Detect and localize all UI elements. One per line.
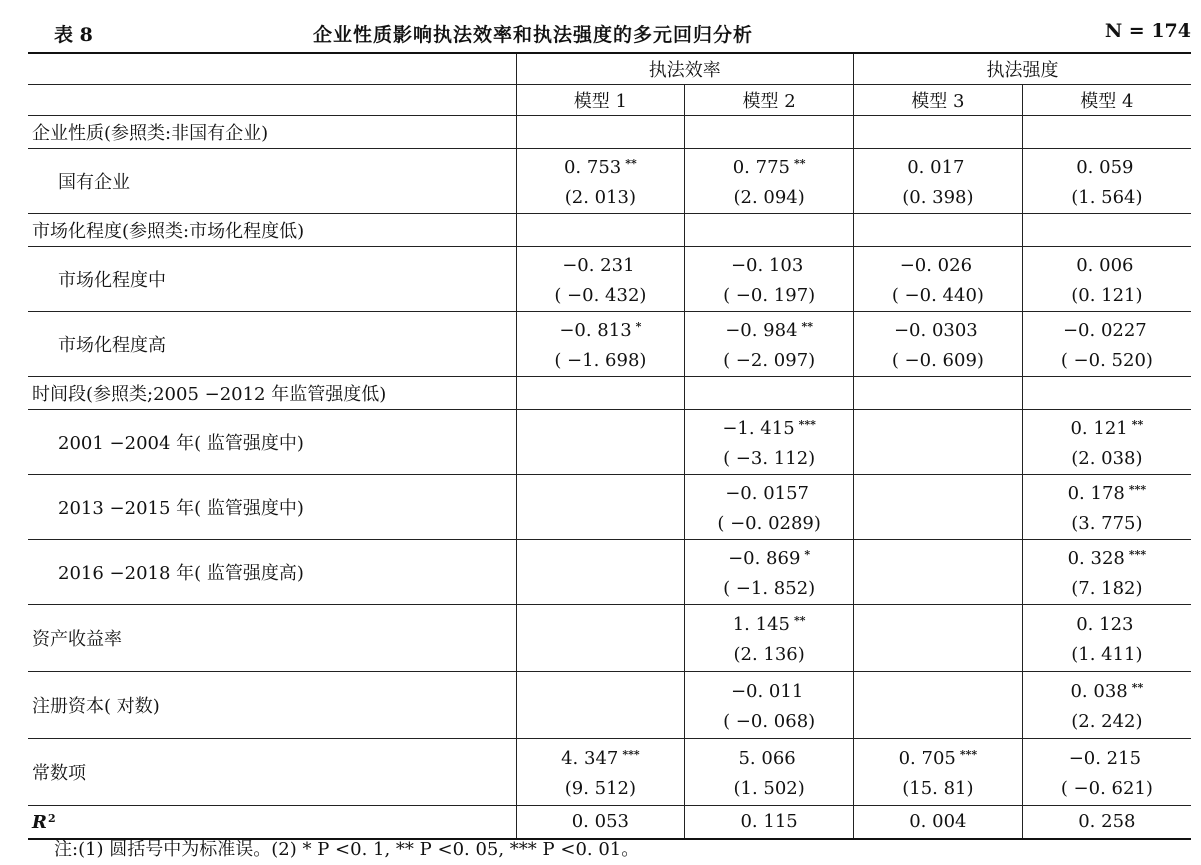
- estimate-cell: [854, 116, 1023, 149]
- coefficient-line: [854, 621, 1022, 655]
- coefficient: −1. 415: [722, 418, 795, 439]
- coefficient-line: [1023, 475, 1191, 509]
- estimate-cell: [516, 247, 685, 312]
- coefficient: 0. 123: [1076, 614, 1134, 635]
- estimate-cell: [1022, 247, 1191, 312]
- table-row: [28, 312, 1191, 377]
- coefficient: −0. 0303: [893, 320, 978, 341]
- coefficient-line: [517, 740, 685, 774]
- standard-error: (3. 775): [1071, 513, 1143, 534]
- r-squared-value: 0. 115: [685, 806, 854, 840]
- row-label: 企业性质(参照类:非国有企业): [28, 116, 516, 149]
- estimate-cell: [1022, 149, 1191, 214]
- coefficient-line: [854, 247, 1022, 281]
- coefficient-line: [685, 410, 853, 444]
- significance-stars: *: [635, 320, 642, 333]
- estimate-cell: [685, 247, 854, 312]
- standard-error: (15. 81): [902, 778, 974, 799]
- model-header-row: [28, 85, 1191, 116]
- coefficient-line: [854, 149, 1022, 183]
- table-note: 注:(1) 圆括号中为标准误。(2) * P <0. 1, ** P <0. 05, *** P <0. 01。: [54, 839, 640, 860]
- row-label: 时间段(参照类;2005 −2012 年监管强度低): [28, 377, 516, 410]
- coefficient: 0. 038: [1070, 681, 1128, 702]
- significance-stars: ***: [798, 418, 816, 431]
- coefficient: −0. 984: [725, 320, 798, 341]
- coefficient-line: [685, 606, 853, 640]
- table-row: [28, 410, 1191, 475]
- estimate-cell: [854, 475, 1023, 540]
- row-label: 资产收益率: [28, 605, 516, 672]
- estimate-cell: [854, 247, 1023, 312]
- coefficient-line: [685, 740, 853, 774]
- model-header: 模型 2: [685, 85, 854, 116]
- coefficient: 0. 017: [907, 157, 965, 178]
- standard-error: ( −0. 197): [723, 285, 816, 306]
- row-label: 常数项: [28, 739, 516, 806]
- coefficient-line: [517, 555, 685, 589]
- estimate-cell: [1022, 214, 1191, 247]
- significance-stars: **: [801, 320, 814, 333]
- table-title: 企业性质影响执法效率和执法强度的多元回归分析: [313, 24, 754, 46]
- coefficient: −0. 011: [730, 681, 804, 702]
- estimate-cell: [854, 540, 1023, 605]
- estimate-cell: [1022, 116, 1191, 149]
- estimate-cell: [1022, 312, 1191, 377]
- estimate-cell: [516, 672, 685, 739]
- estimate-cell: [854, 739, 1023, 806]
- group-header-row: [28, 53, 1191, 85]
- standard-error: (2. 242): [1071, 711, 1143, 732]
- coefficient-line: [854, 555, 1022, 589]
- coefficient: −0. 103: [730, 255, 804, 276]
- standard-error: ( −0. 621): [1060, 778, 1153, 799]
- coefficient-line: [517, 490, 685, 524]
- table-row: [28, 672, 1191, 739]
- coefficient-line: [517, 425, 685, 459]
- model-header: 模型 1: [516, 85, 685, 116]
- row-label: 国有企业: [28, 149, 516, 214]
- standard-error: (2. 038): [1071, 448, 1143, 469]
- estimate-cell: [1022, 605, 1191, 672]
- table-row: [28, 475, 1191, 540]
- coefficient-line: [685, 312, 853, 346]
- r-squared-exponent: 2: [47, 811, 56, 825]
- coefficient: 0. 059: [1076, 157, 1134, 178]
- row-label: 2013 −2015 年( 监管强度中): [28, 475, 516, 540]
- coefficient-line: [685, 247, 853, 281]
- regression-table: [28, 52, 1191, 840]
- r-squared-symbol: R: [32, 811, 47, 833]
- standard-error: ( −3. 112): [723, 448, 816, 469]
- standard-error: ( −0. 520): [1060, 350, 1153, 371]
- row-label: 市场化程度(参照类:市场化程度低): [28, 214, 516, 247]
- corner-cell: [28, 85, 516, 116]
- category-row: [28, 377, 1191, 410]
- sample-size: N = 174: [1104, 20, 1191, 42]
- estimate-cell: [516, 739, 685, 806]
- coefficient-line: [517, 688, 685, 722]
- estimate-cell: [854, 312, 1023, 377]
- table-row: [28, 247, 1191, 312]
- category-row: [28, 214, 1191, 247]
- coefficient-line: [685, 475, 853, 509]
- r-squared-value: 0. 258: [1022, 806, 1191, 840]
- standard-error: ( −1. 852): [723, 578, 816, 599]
- coefficient: −0. 231: [562, 255, 635, 276]
- standard-error: ( −0. 432): [554, 285, 647, 306]
- estimate-cell: [685, 605, 854, 672]
- standard-error: ( −0. 068): [723, 711, 816, 732]
- estimate-cell: [854, 672, 1023, 739]
- coefficient-line: [685, 149, 853, 183]
- table-title-row: [28, 8, 1191, 44]
- coefficient: −0. 215: [1068, 748, 1142, 769]
- coefficient-line: [854, 425, 1022, 459]
- standard-error: ( −2. 097): [723, 350, 816, 371]
- standard-error: (2. 094): [733, 187, 805, 208]
- table-row: [28, 540, 1191, 605]
- estimate-cell: [685, 672, 854, 739]
- r-squared-value: 0. 053: [516, 806, 685, 840]
- estimate-cell: [685, 739, 854, 806]
- estimate-cell: [685, 410, 854, 475]
- table-row: [28, 739, 1191, 806]
- coefficient: −0. 869: [728, 548, 801, 569]
- table-number: 表 8: [54, 24, 93, 46]
- standard-error: (1. 502): [733, 778, 805, 799]
- estimate-cell: [685, 312, 854, 377]
- coefficient: 0. 006: [1076, 255, 1134, 276]
- standard-error: (0. 398): [902, 187, 974, 208]
- row-label: 市场化程度中: [28, 247, 516, 312]
- estimate-cell: [854, 149, 1023, 214]
- standard-error: (2. 136): [733, 644, 805, 665]
- estimate-cell: [516, 312, 685, 377]
- coefficient: 5. 066: [738, 748, 796, 769]
- coefficient-line: [1023, 410, 1191, 444]
- coefficient-line: [517, 621, 685, 655]
- estimate-cell: [854, 605, 1023, 672]
- estimate-cell: [516, 605, 685, 672]
- significance-stars: **: [625, 157, 637, 170]
- standard-error: (9. 512): [564, 778, 637, 799]
- corner-cell: [28, 53, 516, 85]
- coefficient-line: [854, 490, 1022, 524]
- coefficient: −0. 813: [559, 320, 632, 341]
- coefficient-line: [1023, 740, 1191, 774]
- coefficient: −0. 0157: [725, 483, 810, 504]
- significance-stars: *: [804, 548, 811, 561]
- coefficient-line: [854, 740, 1022, 774]
- significance-stars: ***: [1128, 548, 1147, 561]
- estimate-cell: [1022, 475, 1191, 540]
- coefficient: 0. 178: [1067, 483, 1125, 504]
- estimate-cell: [1022, 377, 1191, 410]
- estimate-cell: [854, 410, 1023, 475]
- coefficient-line: [685, 540, 853, 574]
- coefficient-line: [854, 688, 1022, 722]
- row-label: 市场化程度高: [28, 312, 516, 377]
- table-row: [28, 149, 1191, 214]
- estimate-cell: [1022, 540, 1191, 605]
- r-squared-value: 0. 004: [854, 806, 1023, 840]
- estimate-cell: [1022, 410, 1191, 475]
- standard-error: (1. 411): [1071, 644, 1143, 665]
- estimate-cell: [516, 475, 685, 540]
- r-squared-row: [28, 806, 1191, 840]
- group-header-efficiency: 执法效率: [516, 53, 854, 85]
- estimate-cell: [516, 149, 685, 214]
- estimate-cell: [516, 540, 685, 605]
- estimate-cell: [1022, 672, 1191, 739]
- coefficient: 0. 753: [563, 157, 622, 178]
- coefficient-line: [1023, 247, 1191, 281]
- coefficient-line: [1023, 312, 1191, 346]
- estimate-cell: [516, 410, 685, 475]
- significance-stars: ***: [1128, 483, 1147, 496]
- standard-error: ( −0. 609): [891, 350, 984, 371]
- estimate-cell: [685, 540, 854, 605]
- estimate-cell: [1022, 739, 1191, 806]
- category-row: [28, 116, 1191, 149]
- significance-stars: ***: [959, 748, 978, 761]
- estimate-cell: [685, 116, 854, 149]
- estimate-cell: [685, 377, 854, 410]
- group-header-intensity: 执法强度: [854, 53, 1192, 85]
- coefficient: 0. 705: [898, 748, 956, 769]
- standard-error: ( −1. 698): [554, 350, 647, 371]
- significance-stars: ***: [622, 748, 640, 761]
- coefficient: 0. 328: [1067, 548, 1125, 569]
- coefficient-line: [517, 312, 685, 346]
- significance-stars: **: [794, 614, 806, 627]
- coefficient-line: [1023, 606, 1191, 640]
- coefficient: 0. 121: [1070, 418, 1128, 439]
- standard-error: ( −0. 440): [891, 285, 984, 306]
- table-row: [28, 605, 1191, 672]
- estimate-cell: [516, 377, 685, 410]
- coefficient-line: [1023, 673, 1191, 707]
- coefficient-line: [517, 149, 685, 183]
- coefficient-line: [685, 673, 853, 707]
- estimate-cell: [685, 475, 854, 540]
- estimate-cell: [854, 377, 1023, 410]
- row-label: 2016 −2018 年( 监管强度高): [28, 540, 516, 605]
- coefficient-line: [1023, 149, 1191, 183]
- estimate-cell: [854, 214, 1023, 247]
- coefficient-line: [854, 312, 1022, 346]
- standard-error: (7. 182): [1071, 578, 1143, 599]
- standard-error: ( −0. 0289): [717, 513, 821, 534]
- row-label: 注册资本( 对数): [28, 672, 516, 739]
- coefficient: −0. 026: [899, 255, 973, 276]
- coefficient-line: [1023, 540, 1191, 574]
- standard-error: (2. 013): [564, 187, 637, 208]
- r-squared-label: [28, 806, 516, 840]
- coefficient-line: [517, 247, 685, 281]
- estimate-cell: [685, 149, 854, 214]
- row-label: 2001 −2004 年( 监管强度中): [28, 410, 516, 475]
- standard-error: (0. 121): [1071, 285, 1143, 306]
- significance-stars: **: [1131, 681, 1144, 694]
- estimate-cell: [516, 116, 685, 149]
- estimate-cell: [516, 214, 685, 247]
- coefficient: 1. 145: [732, 614, 790, 635]
- coefficient: 4. 347: [561, 748, 619, 769]
- estimate-cell: [685, 214, 854, 247]
- model-header: 模型 3: [854, 85, 1023, 116]
- coefficient: 0. 775: [732, 157, 790, 178]
- model-header: 模型 4: [1022, 85, 1191, 116]
- significance-stars: **: [794, 157, 806, 170]
- standard-error: (1. 564): [1071, 187, 1143, 208]
- coefficient: −0. 0227: [1062, 320, 1147, 341]
- significance-stars: **: [1131, 418, 1144, 431]
